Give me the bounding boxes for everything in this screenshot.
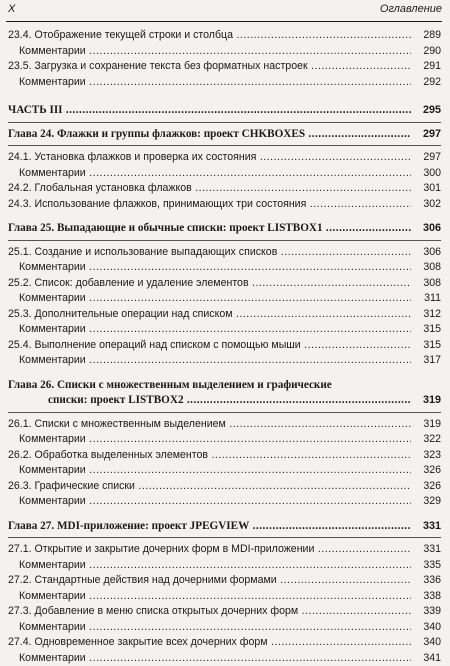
- toc-entry-page: 312: [411, 307, 441, 323]
- toc-entry-page: 323: [411, 448, 441, 464]
- toc-entry-title: 25.1. Создание и использование выпадающих списков .....: [8, 245, 411, 261]
- toc-entry-title: 27.2. Стандартные действия над дочерними формами .....: [8, 573, 411, 589]
- toc-entry: [8, 353, 441, 369]
- chapter-page: 331: [411, 519, 441, 535]
- chapter-title-line2: списки: проект LISTBOX2 .....: [48, 393, 411, 409]
- toc-entry: [8, 620, 441, 636]
- chapter-page: 306: [411, 221, 441, 237]
- toc-entry-title: 27.4. Одновременное закрытие всех дочерних форм .....: [8, 635, 411, 651]
- toc-entry-title: Комментарии .....: [8, 353, 411, 369]
- toc-entry: [8, 463, 441, 479]
- toc-entry-title: Комментарии .....: [8, 463, 411, 479]
- toc-entry-page: 340: [411, 635, 441, 651]
- toc-entry-title: 23.5. Загрузка и сохранение текста без форматных настроек .....: [8, 59, 411, 75]
- toc-entry: [8, 479, 441, 495]
- toc-entry-page: 308: [411, 276, 441, 292]
- toc-entry-title: Комментарии .....: [8, 75, 411, 91]
- chapter-heading: [8, 221, 441, 237]
- toc-entry-page: 326: [411, 479, 441, 495]
- toc-entry-title: Комментарии .....: [8, 322, 411, 338]
- toc-entry-title: 27.3. Добавление в меню списка открытых дочерних форм .....: [8, 604, 411, 620]
- toc-entry: [8, 448, 441, 464]
- toc-entry-page: 308: [411, 260, 441, 276]
- spacer: [8, 510, 441, 519]
- toc-entry-page: 338: [411, 589, 441, 605]
- chapter-title: Глава 25. Выпадающие и обычные списки: проект LISTBOX1 .....: [8, 221, 411, 237]
- toc-entry: [8, 291, 441, 307]
- toc-entry: [8, 651, 441, 666]
- spacer: [8, 90, 441, 99]
- part-title: ЧАСТЬ III .....: [8, 103, 411, 119]
- toc-entry: [8, 417, 441, 433]
- toc-entry-title: Комментарии .....: [8, 260, 411, 276]
- toc-entry: [8, 558, 441, 574]
- toc-entry-page: 329: [411, 494, 441, 510]
- spacer: [8, 212, 441, 221]
- toc-entry-title: 26.1. Списки с множественным выделением .....: [8, 417, 411, 433]
- toc-entry-page: 291: [411, 59, 441, 75]
- toc-entry-page: 339: [411, 604, 441, 620]
- toc-entry-title: 25.2. Список: добавление и удаление элементов .....: [8, 276, 411, 292]
- toc-entry-page: 306: [411, 245, 441, 261]
- toc-entry: [8, 573, 441, 589]
- toc-entry: [8, 181, 441, 197]
- toc-entry: [8, 260, 441, 276]
- toc-entry-page: 292: [411, 75, 441, 91]
- toc-entry: [8, 28, 441, 44]
- section-divider: [8, 145, 441, 146]
- part-page: 295: [411, 103, 441, 119]
- part-heading: [8, 103, 441, 119]
- toc-entry-page: 297: [411, 150, 441, 166]
- toc-entry: [8, 245, 441, 261]
- toc-entry: [8, 197, 441, 213]
- toc-entry: [8, 542, 441, 558]
- toc-entry: [8, 166, 441, 182]
- toc-entry-title: Комментарии .....: [8, 651, 411, 666]
- toc-entry-page: 341: [411, 651, 441, 666]
- toc-entry: [8, 150, 441, 166]
- spacer: [8, 369, 441, 378]
- section-divider: [8, 240, 441, 241]
- chapter-page: 297: [411, 127, 441, 143]
- toc-entry-title: 27.1. Открытие и закрытие дочерних форм в MDI-приложении .....: [8, 542, 411, 558]
- chapter-title-line1: Глава 26. Списки с множественным выделением и графические: [8, 378, 411, 409]
- toc-entry-page: 317: [411, 353, 441, 369]
- section-divider: [8, 122, 441, 123]
- toc-entry: [8, 635, 441, 651]
- toc-entry-page: 289: [411, 28, 441, 44]
- chapter-page: 319: [411, 393, 441, 409]
- toc-entry: [8, 307, 441, 323]
- toc-entry-page: 326: [411, 463, 441, 479]
- toc-entry-title: 24.2. Глобальная установка флажков .....: [8, 181, 411, 197]
- toc-entry: [8, 604, 441, 620]
- section-divider: [8, 412, 441, 413]
- chapter-heading: [8, 127, 441, 143]
- toc-entry-title: Комментарии .....: [8, 620, 411, 636]
- running-title: Оглавление: [380, 3, 442, 15]
- toc-entry-page: 290: [411, 44, 441, 60]
- toc-entry-title: 26.2. Обработка выделенных элементов .....: [8, 448, 411, 464]
- toc-entry: [8, 338, 441, 354]
- toc-entry-page: 315: [411, 338, 441, 354]
- toc-entry-page: 319: [411, 417, 441, 433]
- toc-entry-page: 340: [411, 620, 441, 636]
- toc-entry-page: 322: [411, 432, 441, 448]
- header-rule: [6, 21, 442, 22]
- toc-entry-title: Комментарии .....: [8, 432, 411, 448]
- toc-entry-page: 311: [411, 291, 441, 307]
- toc-entry: [8, 75, 441, 91]
- chapter-heading: [8, 378, 441, 409]
- toc-entry-page: 331: [411, 542, 441, 558]
- toc-entry-page: 336: [411, 573, 441, 589]
- toc-entry-title: Комментарии .....: [8, 291, 411, 307]
- toc-entry-title: 23.4. Отображение текущей строки и столбца .....: [8, 28, 411, 44]
- chapter-heading: [8, 519, 441, 535]
- toc-entry-page: 335: [411, 558, 441, 574]
- page-number-roman: X: [8, 3, 15, 15]
- toc-entry-page: 315: [411, 322, 441, 338]
- chapter-title: Глава 27. MDI-приложение: проект JPEGVIEW .....: [8, 519, 411, 535]
- toc-entry-title: 24.1. Установка флажков и проверка их состояния .....: [8, 150, 411, 166]
- toc-entry-title: Комментарии .....: [8, 44, 411, 60]
- toc-entry: [8, 589, 441, 605]
- running-header: [6, 3, 442, 19]
- toc-entry-title: Комментарии .....: [8, 589, 411, 605]
- toc-entry: [8, 432, 441, 448]
- chapter-title: Глава 24. Флажки и группы флажков: проект CHKBOXES .....: [8, 127, 411, 143]
- toc-entry-page: 301: [411, 181, 441, 197]
- toc-entry-title: 25.3. Дополнительные операции над списком .....: [8, 307, 411, 323]
- section-divider: [8, 537, 441, 538]
- table-of-contents: [8, 28, 441, 666]
- toc-entry: [8, 276, 441, 292]
- toc-entry-title: Комментарии .....: [8, 494, 411, 510]
- toc-entry-title: Комментарии .....: [8, 558, 411, 574]
- toc-entry: [8, 44, 441, 60]
- toc-entry-page: 302: [411, 197, 441, 213]
- toc-entry: [8, 59, 441, 75]
- toc-entry: [8, 322, 441, 338]
- toc-entry-title: 25.4. Выполнение операций над списком с помощью мыши .....: [8, 338, 411, 354]
- toc-entry-title: 26.3. Графические списки .....: [8, 479, 411, 495]
- toc-entry: [8, 494, 441, 510]
- toc-entry-title: Комментарии .....: [8, 166, 411, 182]
- toc-entry-title: 24.3. Использование флажков, принимающих три состояния .....: [8, 197, 411, 213]
- toc-entry-page: 300: [411, 166, 441, 182]
